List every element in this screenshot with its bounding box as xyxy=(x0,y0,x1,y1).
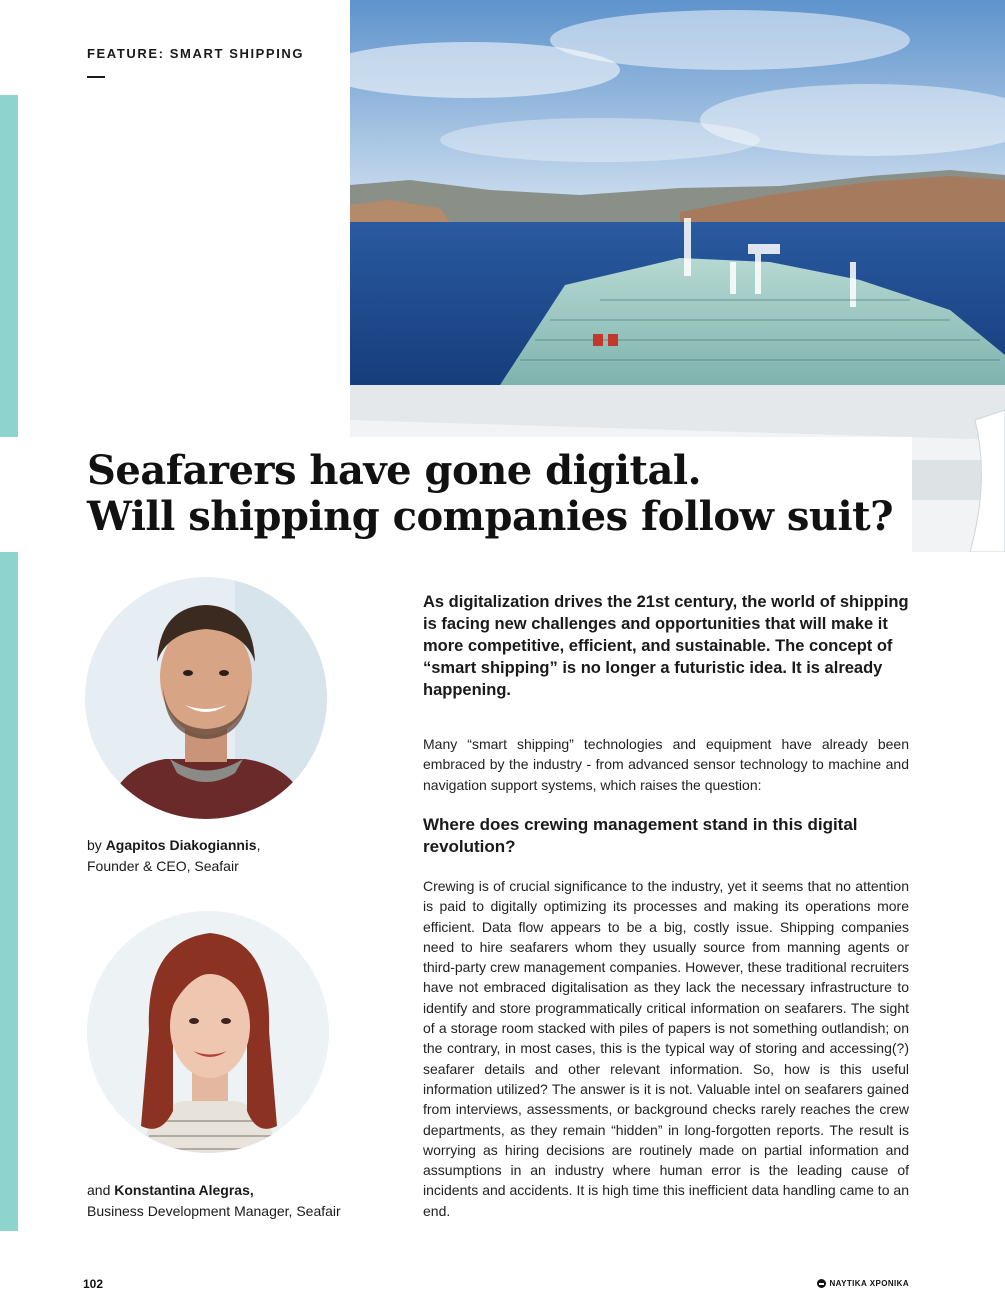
author-byline-2 xyxy=(87,1180,341,1222)
author-name: Konstantina Alegras, xyxy=(114,1182,254,1198)
naftika-chronika-logo-icon xyxy=(817,1279,826,1288)
author-photo-konstantina xyxy=(87,911,329,1153)
byline-prefix: by xyxy=(87,837,106,853)
publication-name: ΝΑΥΤΙΚΑ ΧΡΟΝΙΚΑ xyxy=(829,1279,909,1288)
article-subheading: Where does crewing management stand in this digital revolution? xyxy=(423,815,858,856)
author-byline-1 xyxy=(87,835,261,877)
title-line-2: Will shipping companies follow suit? xyxy=(87,493,894,540)
article-paragraph-2: Crewing is of crucial significance to the industry, yet it seems that no attention is paid to digitally optimizing its processes and making its operations more efficient. Data flow appears to be a big, costly issue. Shipping companies need to hire seafarers whom they usually source from manning agents or third-party crew management companies. However, these traditional recruiters have not embraced digitalisation as they lack the necessary infrastructure to identify and store programmatically critical information on seafarers. The sight of a storage room stacked with piles of papers is not something outlandish; on the contrary, in most cases, this is the typical way of storing and accessing(?) seafarer details and other relevant information. So, how is this useful information utilized? The answer is it is not. Valuable intel on seafarers gained from interviews, assessments, or background checks rarely reaches the crew departments, as they remain “hidden” in long-forgotten reports. The result is worrying as hiring decisions are routinely made on partial information and assumptions in an industry where human error is the leading cause of incidents and accidents. It is high time this inefficient data handling came to an end. xyxy=(423,878,909,1219)
kicker-divider xyxy=(87,76,105,78)
author-name: Agapitos Diakogiannis xyxy=(105,837,257,853)
author-photo-agapitos xyxy=(85,577,327,819)
author-role: Business Development Manager, Seafair xyxy=(87,1203,341,1219)
page-number: 102 xyxy=(83,1277,104,1291)
byline-suffix: , xyxy=(256,837,261,853)
byline-prefix: and xyxy=(87,1182,115,1198)
article-lead: As digitalization drives the 21st century, the world of shipping is facing new challenges and opportunities that will make it more competitive, efficient, and sustainable. The concept of “smart shipping” is no longer a futuristic idea. It is already happening. xyxy=(423,593,909,699)
accent-side-bar xyxy=(0,95,18,1231)
author-role: Founder & CEO, Seafair xyxy=(87,858,239,874)
article-paragraph-1: Many “smart shipping” technologies and equipment have already been embraced by the industry - from advanced sensor technology to machine and navigation support systems, which raises the question: xyxy=(423,736,909,793)
title-line-1: Seafarers have gone digital. xyxy=(87,447,701,494)
section-kicker: FEATURE: SMART SHIPPING xyxy=(87,46,305,61)
page-title xyxy=(87,448,893,540)
publication-logo xyxy=(817,1279,910,1288)
